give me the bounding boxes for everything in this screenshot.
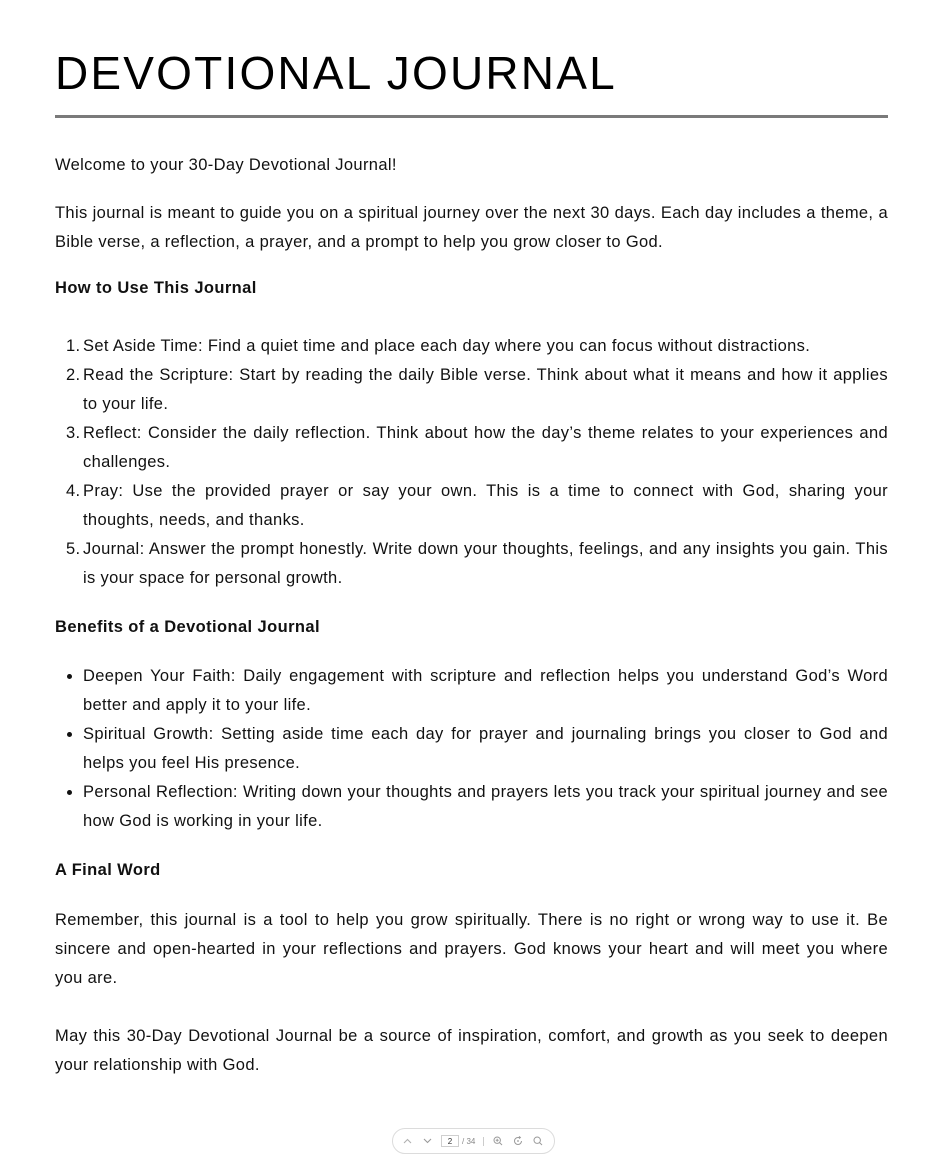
step-text: Set Aside Time: Find a quiet time and place each day where you can focus without distractions.: [83, 337, 811, 355]
steps-list: [55, 332, 888, 593]
page-title: DEVOTIONAL JOURNAL: [55, 47, 617, 99]
bullet-icon: [67, 732, 72, 737]
rotate-icon[interactable]: [512, 1135, 524, 1147]
final-word-heading: A Final Word: [55, 861, 161, 879]
benefit-text: Personal Reflection: Writing down your thoughts and prayers lets you track your spiritual journey and see how God is working in your life.: [83, 783, 888, 830]
intro-paragraph: This journal is meant to guide you on a spiritual journey over the next 30 days. Each day includes a theme, a Bible verse, a reflection, a prayer, and a prompt to help you grow closer to God.: [55, 204, 888, 251]
step-item: [55, 477, 888, 535]
step-number: 1.: [66, 337, 81, 355]
step-number: 2.: [66, 366, 81, 384]
search-icon[interactable]: [532, 1135, 544, 1147]
welcome-text: Welcome to your 30-Day Devotional Journal!: [55, 156, 397, 174]
step-text: Pray: Use the provided prayer or say your own. This is a time to connect with God, sharing your thoughts, needs, and thanks.: [83, 482, 888, 529]
benefit-item: [55, 720, 888, 778]
toolbar-divider: [483, 1137, 484, 1146]
step-item: [55, 332, 888, 361]
zoom-in-icon[interactable]: [492, 1135, 504, 1147]
benefit-text: Deepen Your Faith: Daily engagement with scripture and reflection helps you understand God’s Word better and apply it to your life.: [83, 667, 888, 714]
how-to-use-heading: How to Use This Journal: [55, 279, 257, 297]
page-total: / 34: [462, 1136, 476, 1146]
step-item: [55, 535, 888, 593]
final-word-paragraph-1: Remember, this journal is a tool to help you grow spiritually. There is no right or wrong way to use it. Be sincere and open-hearted in your reflections and prayers. God knows your heart and will meet you where you are.: [55, 911, 888, 987]
step-item: [55, 361, 888, 419]
title-divider: [55, 115, 888, 118]
benefit-item: [55, 778, 888, 836]
benefit-item: [55, 662, 888, 720]
bullet-icon: [67, 674, 72, 679]
step-number: 4.: [66, 482, 81, 500]
step-text: Reflect: Consider the daily reflection. Think about how the day’s theme relates to your experiences and challenges.: [83, 424, 888, 471]
step-text: Journal: Answer the prompt honestly. Write down your thoughts, feelings, and any insights you gain. This is your space for personal growth.: [83, 540, 888, 587]
page-number-input[interactable]: [441, 1135, 459, 1147]
final-word-paragraph-2: May this 30-Day Devotional Journal be a source of inspiration, comfort, and growth as you seek to deepen your relationship with God.: [55, 1027, 888, 1074]
benefits-heading: Benefits of a Devotional Journal: [55, 618, 320, 636]
pdf-viewer-toolbar: [392, 1128, 555, 1154]
step-number: 5.: [66, 540, 81, 558]
step-text: Read the Scripture: Start by reading the daily Bible verse. Think about what it means and how it applies to your life.: [83, 366, 888, 413]
benefits-list: [55, 662, 888, 836]
step-number: 3.: [66, 424, 81, 442]
chevron-up-icon[interactable]: [401, 1135, 413, 1147]
chevron-down-icon[interactable]: [421, 1135, 433, 1147]
benefit-text: Spiritual Growth: Setting aside time each day for prayer and journaling brings you closer to God and helps you feel His presence.: [83, 725, 888, 772]
step-item: [55, 419, 888, 477]
bullet-icon: [67, 790, 72, 795]
